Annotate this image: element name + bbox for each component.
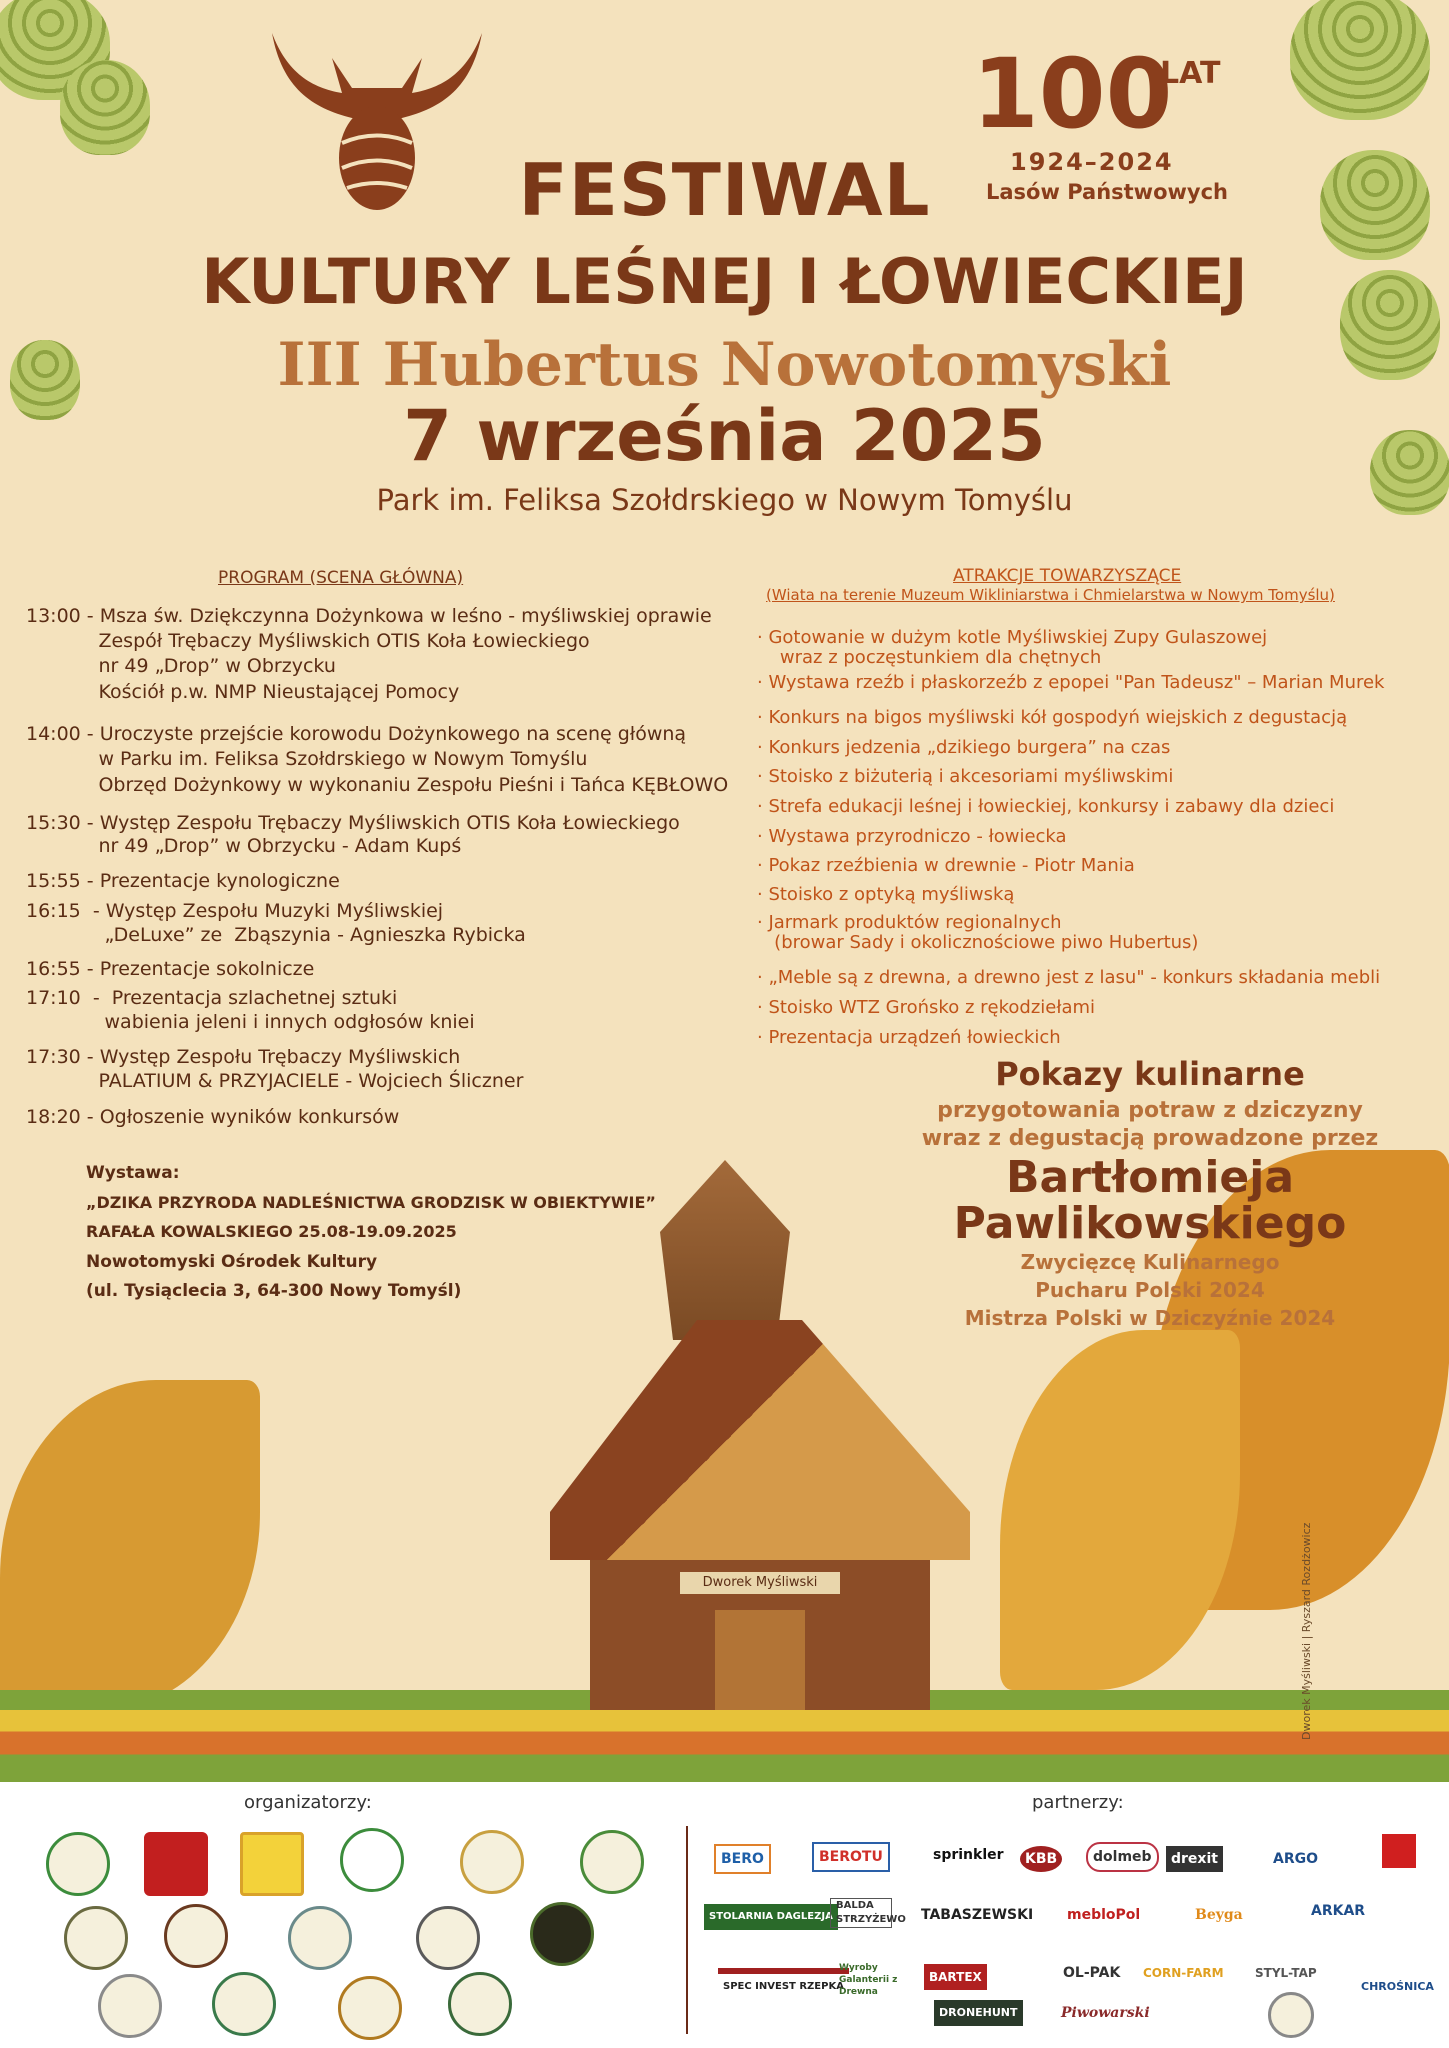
anniversary-lat: LAT: [1160, 56, 1221, 91]
chef-award: Pucharu Polski 2024: [1035, 1278, 1265, 1302]
partner-logo: STOLARNIA DAGLEZJA: [704, 1904, 838, 1930]
attraction-item: · Stoisko z optyką myśliwską: [757, 884, 1015, 905]
partner-logo: mebloPol: [1067, 1907, 1141, 1923]
program-line: wabienia jeleni i innych odgłosów kniei: [26, 1011, 475, 1033]
organizer-logo: [64, 1906, 128, 1970]
partner-logo: SPEC INVEST RZEPKA: [718, 1968, 849, 2000]
partner-logo: drexit: [1166, 1846, 1223, 1872]
anniversary-years: 1924–2024: [1010, 148, 1174, 176]
attraction-item: · Prezentacja urządzeń łowieckich: [757, 1027, 1061, 1048]
culinary-title: Pokazy kulinarne: [995, 1055, 1305, 1093]
partner-logo: CORN-FARM: [1143, 1966, 1224, 1980]
chef-name: Bartłomieja: [1005, 1152, 1295, 1203]
organizer-logo: [164, 1904, 228, 1968]
lodge-roof: [550, 1320, 970, 1560]
attractions-subheading: (Wiata na terenie Muzeum Wikliniarstwa i Chmielarstwa w Nowym Tomyślu): [766, 586, 1335, 604]
exhibition-author: RAFAŁA KOWALSKIEGO 25.08-19.09.2025: [86, 1222, 457, 1241]
program-line: Zespół Trębaczy Myśliwskich OTIS Koła Łowieckiego: [26, 630, 590, 652]
partner-logo: STYL-TAP: [1255, 1966, 1317, 1980]
attraction-item: · Jarmark produktów regionalnych: [757, 912, 1062, 933]
festival-subtitle: KULTURY LEŚNEJ I ŁOWIECKIEJ: [201, 245, 1248, 318]
program-line: Obrzęd Dożynkowy w wykonaniu Zespołu Pieśni i Tańca KĘBŁOWO: [26, 774, 729, 796]
chef-name: Pawlikowskiego: [953, 1198, 1347, 1249]
partner-logo: ARKAR: [1311, 1903, 1366, 1919]
organizers-label: organizatorzy:: [244, 1792, 372, 1813]
partner-logo-red-square: [1382, 1834, 1416, 1868]
event-date: 7 września 2025: [403, 395, 1046, 477]
program-line: 15:30 - Występ Zespołu Trębaczy Myśliwskich OTIS Koła Łowieckiego: [26, 812, 680, 834]
attraction-item: · Gotowanie w dużym kotle Myśliwskiej Zupy Gulaszowej: [757, 627, 1268, 648]
program-line: 14:00 - Uroczyste przejście korowodu Dożynkowego na scenę główną: [26, 723, 687, 745]
program-line: nr 49 „Drop” w Obrzycku - Adam Kupś: [26, 835, 462, 857]
attraction-item: · Konkurs na bigos myśliwski kół gospodyń wiejskich z degustacją: [757, 707, 1348, 728]
organizer-logo: [240, 1832, 304, 1896]
partner-logo: CHROŚNICA: [1361, 1980, 1434, 1993]
organizer-logo: [144, 1832, 208, 1896]
program-line: nr 49 „Drop” w Obrzycku: [26, 655, 336, 677]
program-line: PALATIUM & PRZYJACIELE - Wojciech Śliczner: [26, 1070, 524, 1092]
program-line: 17:30 - Występ Zespołu Trębaczy Myśliwskich: [26, 1046, 461, 1068]
anniversary-org: Lasów Państwowych: [986, 180, 1228, 204]
culinary-desc: wraz z degustacją prowadzone przez: [921, 1126, 1379, 1151]
sponsors-footer: [0, 1782, 1449, 2048]
program-line: 15:55 - Prezentacje kynologiczne: [26, 870, 340, 892]
chef-award: Zwycięzcę Kulinarnego: [1020, 1250, 1280, 1274]
partners-label: partnerzy:: [1032, 1792, 1124, 1813]
exhibition-place: Nowotomyski Ośrodek Kultury: [86, 1252, 378, 1272]
partner-logo: Wyroby Galanterii z Drewna: [839, 1963, 898, 1997]
partner-logo: DRONEHUNT: [934, 2000, 1023, 2026]
partner-logo: Beyga: [1195, 1907, 1243, 1923]
photo-credit: Dworek Myśliwski | Ryszard Rozdżowicz: [1300, 1522, 1313, 1740]
organizer-logo: [338, 1976, 402, 2040]
lodge-door: [715, 1610, 805, 1710]
exhibition-label: Wystawa:: [86, 1163, 180, 1183]
edition-title: III Hubertus Nowotomyski: [277, 330, 1172, 400]
exhibition-title: „DZIKA PRZYRODA NADLEŚNICTWA GRODZISK W OBIEKTYWIE”: [86, 1193, 656, 1212]
organizer-logo: [530, 1902, 594, 1966]
culinary-desc: przygotowania potraw z dziczyzny: [937, 1098, 1363, 1123]
partner-logo: OL-PAK: [1063, 1965, 1121, 1981]
attraction-item: · Stoisko z biżuterią i akcesoriami myśliwskimi: [757, 766, 1174, 787]
organizer-logo: [340, 1828, 404, 1892]
organizer-logo: [416, 1906, 480, 1970]
attractions-heading: ATRAKCJE TOWARZYSZĄCE: [953, 566, 1182, 586]
hop-cone-decoration: [60, 60, 150, 155]
program-line: Kościół p.w. NMP Nieustającej Pomocy: [26, 681, 460, 703]
exhibition-address: (ul. Tysiąclecia 3, 64-300 Nowy Tomyśl): [86, 1281, 462, 1301]
organizer-logo: [46, 1832, 110, 1896]
attraction-item: (browar Sady i okolicznościowe piwo Hubertus): [757, 932, 1199, 953]
partner-logo: sprinkler: [933, 1847, 1004, 1863]
program-line: 17:10 - Prezentacja szlachetnej sztuki: [26, 987, 398, 1009]
organizer-logo: [288, 1906, 352, 1970]
attraction-item: · Pokaz rzeźbienia w drewnie - Piotr Mania: [757, 855, 1135, 876]
organizer-logo: [460, 1830, 524, 1894]
program-line: w Parku im. Feliksa Szołdrskiego w Nowym Tomyślu: [26, 748, 588, 770]
autumn-leaf-decoration: [1000, 1330, 1240, 1690]
footer-divider: [686, 1826, 688, 2034]
autumn-leaf-decoration: [0, 1380, 260, 1710]
partner-logo: BERO: [714, 1844, 771, 1874]
program-line: „DeLuxe” ze Zbąszynia - Agnieszka Rybicka: [26, 924, 526, 946]
program-heading: PROGRAM (SCENA GŁÓWNA): [218, 568, 464, 588]
partner-logo: dolmeb: [1086, 1842, 1159, 1872]
attraction-item: · Strefa edukacji leśnej i łowieckiej, konkursy i zabawy dla dzieci: [757, 796, 1335, 817]
program-line: 18:20 - Ogłoszenie wyników konkursów: [26, 1106, 400, 1128]
organizer-logo: [448, 1972, 512, 2036]
attraction-item: · Stoisko WTZ Grońsko z rękodziełami: [757, 997, 1096, 1018]
organizer-logo: [212, 1972, 276, 2036]
program-line: 13:00 - Msza św. Dziękczynna Dożynkowa w leśno - myśliwskiej oprawie: [26, 605, 712, 627]
partner-logo: ARGO: [1273, 1851, 1319, 1867]
program-line: 16:55 - Prezentacje sokolnicze: [26, 958, 315, 980]
festival-title: FESTIWAL: [518, 148, 931, 232]
attraction-item: · „Meble są z drewna, a drewno jest z lasu" - konkurs składania mebli: [757, 967, 1381, 988]
hop-cone-decoration: [1290, 0, 1430, 120]
partner-logo: BARTEX: [924, 1964, 987, 1990]
chef-award: Mistrza Polski w Dziczyźnie 2024: [964, 1306, 1336, 1330]
partner-logo-emblem: [1268, 1992, 1314, 2038]
organizer-logo: [98, 1974, 162, 2038]
partner-logo: BEROTU: [812, 1842, 890, 1872]
organizer-logo: [580, 1830, 644, 1894]
lodge-tower: [660, 1160, 790, 1340]
attraction-item: · Wystawa przyrodniczo - łowiecka: [757, 826, 1067, 847]
event-venue: Park im. Feliksa Szołdrskiego w Nowym Tomyślu: [376, 483, 1073, 517]
partner-logo: Piwowarski: [1061, 2005, 1150, 2021]
anniversary-number: 100: [972, 38, 1173, 150]
partner-logo: KBB: [1020, 1846, 1062, 1872]
program-line: 16:15 - Występ Zespołu Muzyki Myśliwskiej: [26, 900, 444, 922]
lodge-sign: Dworek Myśliwski: [680, 1572, 840, 1594]
attraction-item: wraz z poczęstunkiem dla chętnych: [757, 647, 1102, 668]
attraction-item: · Wystawa rzeźb i płaskorzeźb z epopei "Pan Tadeusz" – Marian Murek: [757, 672, 1385, 693]
partner-logo: TABASZEWSKI: [921, 1907, 1034, 1923]
partner-logo: BALDA STRZYŻEWO: [830, 1898, 892, 1928]
attraction-item: · Konkurs jedzenia „dzikiego burgera” na czas: [757, 737, 1171, 758]
